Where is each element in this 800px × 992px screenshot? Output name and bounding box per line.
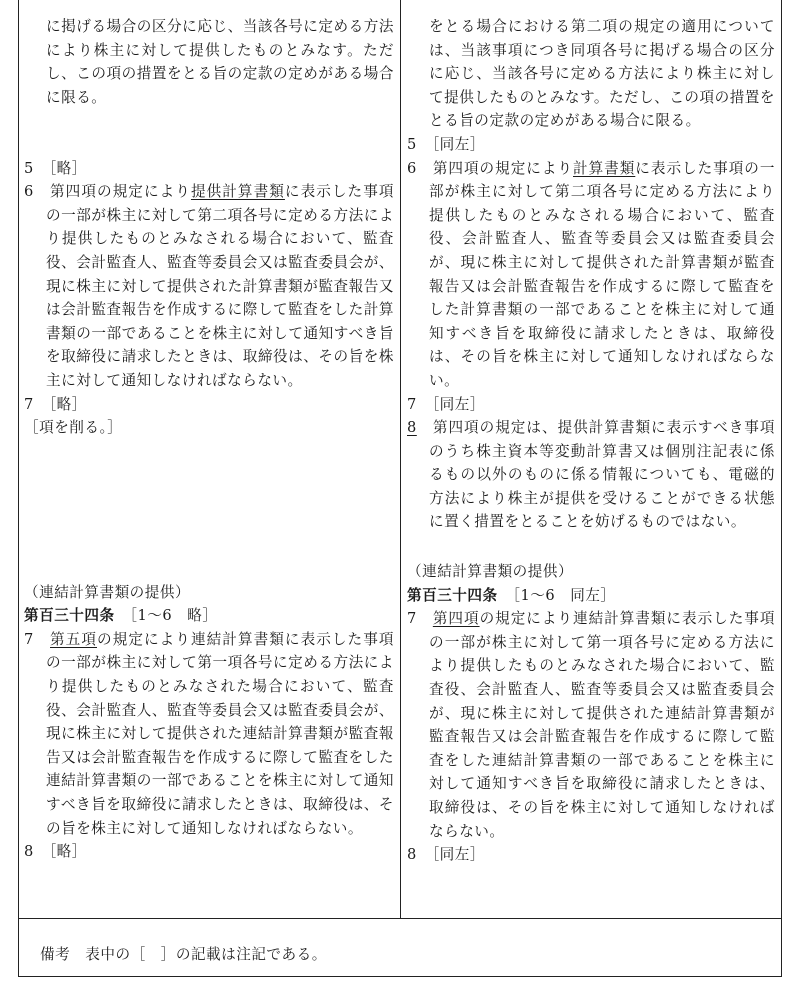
left-underlined-term: 提供計算書類 [190, 183, 285, 201]
table-right-border [781, 0, 782, 977]
right-article-para-7: 7 第四項の規定により連結計算書類に表示した事項の一部が株主に対して第一項各号に定める方法により提供したものとみなされた場合において、監査役、会計監査人、監査等委員会又は監査委員会が、現に株主に対して提供された連結計算書類が監査報告又は会計監査報告を作成するに際して監査をした連結計算書類の一部であることを株主に対して通知すべき旨を取締役に請求したときは、取締役は、その旨を株主に対して通知しなければならない。 [407, 610, 775, 840]
comparison-table [18, 0, 782, 992]
left-article-para-8: 8 ［略］ [24, 843, 87, 861]
right-intro: をとる場合における第二項の規定の適用については、当該事項につき同項各号に掲げる場合の区分に応じ、当該各号に定める方法により株主に対して提供したものとみなす。ただし、この項の措置をとる旨の定款の定めがある場合に限る。 [429, 18, 775, 130]
left-deleted-note: ［項を削る。］ [24, 419, 123, 437]
left-intro: に掲げる場合の区分に応じ、当該各号に定める方法により株主に対して提供したものとみなす。ただし、この項の措置をとる旨の定款の定めがある場合に限る。 [46, 18, 394, 106]
right-underlined-ref: 第四項 [432, 610, 480, 628]
table-left-border [18, 0, 19, 977]
right-para-7: 7 ［同左］ [407, 395, 485, 413]
note-divider [18, 918, 782, 919]
left-para-5: 5 ［略］ [24, 159, 87, 177]
right-para-6: 6 第四項の規定により計算書類に表示した事項の一部が株主に対して第二項各号に定める方法により提供したものとみなされる場合において、監査役、会計監査人、監査等委員会又は監査委員会が、現に株主に対して提供された計算書類が監査報告又は会計監査報告を作成するに際して監査をした計算書類の一部であることを株主に対して通知すべき旨を取締役に請求したときは、取締役は、その旨を株主に対して通知しなければならない。 [407, 159, 775, 389]
right-article: 第百三十四条 ［1～6 同左］ [407, 586, 616, 604]
remarks-note: 備考 表中の［ ］の記載は注記である。 [40, 946, 327, 963]
right-article-para-8: 8 ［同左］ [407, 846, 485, 864]
left-underlined-ref: 第五項 [50, 630, 97, 648]
left-article: 第百三十四条 ［1～6 略］ [24, 607, 218, 625]
table-bottom-border [18, 976, 782, 977]
left-column [24, 15, 394, 864]
right-para-8: 8 第四項の規定は、提供計算書類に表示すべき事項のうち株主資本等変動計算書又は個別注記表に係るもの以外のものに係る情報についても、電磁的方法により株主が提供を受けることができる状態に置く措置をとることを妨げるものではない。 [407, 419, 775, 531]
right-underlined-term: 計算書類 [573, 159, 636, 177]
left-para-7: 7 ［略］ [24, 395, 87, 413]
right-caption: （連結計算書類の提供） [407, 563, 574, 581]
left-para-6: 6 第四項の規定により提供計算書類に表示した事項の一部が株主に対して第二項各号に定める方法により提供したものとみなされる場合において、監査役、会計監査人、監査等委員会又は監査委員会が、現に株主に対して提供された計算書類が監査報告又は会計監査報告を作成するに際して監査をした計算書類の一部であることを株主に対して通知すべき旨を取締役に請求したときは、取締役は、その旨を株主に対して通知しなければならない。 [24, 183, 394, 389]
right-underlined-number: 8 [407, 419, 417, 437]
right-column [407, 15, 775, 867]
right-para-5: 5 ［同左］ [407, 135, 485, 153]
left-article-para-7: 7 第五項の規定により連結計算書類に表示した事項の一部が株主に対して第一項各号に定める方法により提供したものとみなされた場合において、監査役、会計監査人、監査等委員会又は監査委員会が、現に株主に対して提供された連結計算書類が監査報告又は会計監査報告を作成するに際して監査をした連結計算書類の一部であることを株主に対して通知すべき旨を取締役に請求したときは、取締役は、その旨を株主に対して通知しなければならない。 [24, 630, 394, 837]
left-caption: （連結計算書類の提供） [24, 583, 191, 601]
column-divider [400, 0, 401, 918]
